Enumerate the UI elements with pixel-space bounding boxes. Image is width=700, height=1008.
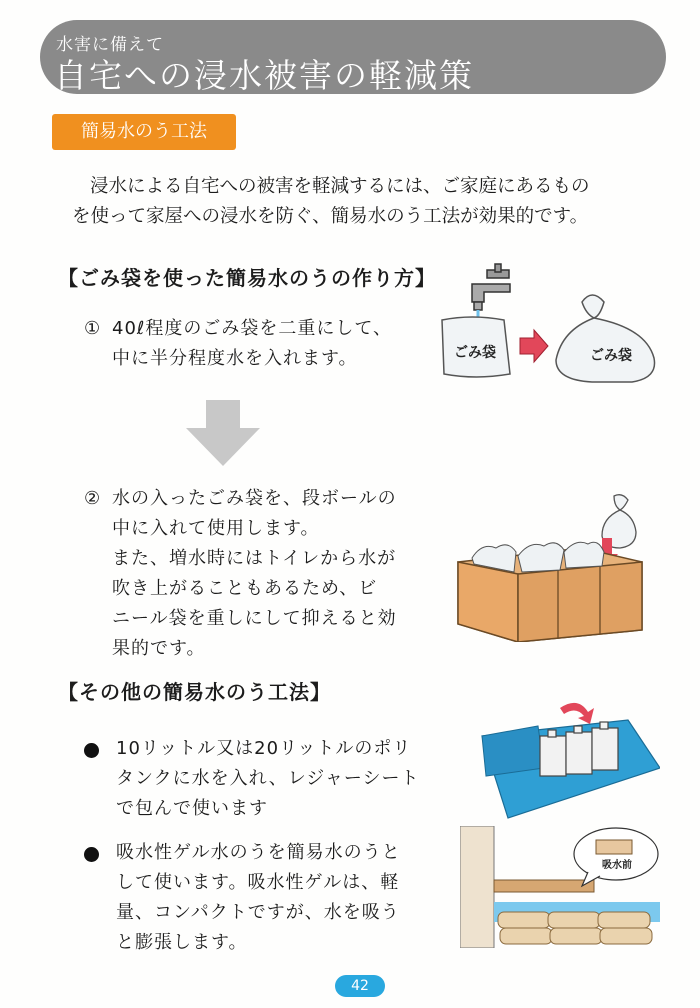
step-line: また、増水時にはトイレから水が (112, 548, 397, 569)
step-line: 水の入ったごみ袋を、段ボールの (112, 488, 397, 509)
poly-tank-icon (540, 722, 618, 776)
bullet-item-gel-bag (84, 838, 444, 958)
bullet-line: で包んで使います (116, 798, 268, 819)
step-line: 吹き上がることもあるため、ビ (112, 578, 378, 599)
page-title: 自宅への浸水被害の軽減策 (54, 56, 474, 95)
bullet-line: タンクに水を入れ、レジャーシート (116, 768, 420, 789)
bag-label-2: ごみ袋 (590, 348, 632, 364)
faucet-icon (472, 264, 510, 324)
bullet-icon (84, 847, 99, 862)
bullet-line: 10リットル又は20リットルのポリ (116, 738, 412, 759)
section-tag: 簡易水のう工法 (52, 114, 236, 150)
step-line: 40ℓ程度のごみ袋を二重にして、 (112, 318, 392, 339)
down-arrow-icon (186, 400, 260, 466)
gel-label: 吸水前 (602, 860, 632, 871)
gel-sandbag-illustration (460, 826, 660, 948)
intro-line: を使って家屋への浸水を防ぐ、簡易水のう工法が効果的です。 (72, 206, 589, 227)
page-number-badge: 42 (335, 975, 385, 997)
step-line: 中に入れて使用します。 (112, 518, 320, 539)
section-heading-other-methods: 【その他の簡易水のう工法】 (58, 680, 331, 704)
bullet-line: して使います。吸水性ゲルは、軽 (116, 872, 400, 893)
step-line: ニール袋を重しにして抑えると効 (112, 608, 397, 629)
cardboard-boxes-illustration (452, 492, 648, 642)
step-2 (84, 484, 429, 664)
bullet-line: と膨張します。 (116, 932, 248, 953)
bag-label-1: ごみ袋 (454, 345, 496, 361)
poly-tank-illustration (478, 696, 660, 824)
step-number: ① (84, 318, 102, 339)
bag-filling-illustration (432, 262, 662, 392)
bullet-item-poly-tank (84, 734, 444, 824)
step-number: ② (84, 488, 102, 509)
step-1 (84, 314, 444, 374)
red-arrow-curved-icon (560, 703, 594, 724)
intro-line: 浸水による自宅への被害を軽減するには、ご家庭にあるもの (90, 176, 590, 197)
step-line: 中に半分程度水を入れます。 (112, 348, 358, 369)
intro-paragraph (72, 172, 672, 232)
header-subtitle: 水害に備えて (56, 35, 164, 55)
red-arrow-icon (520, 330, 548, 362)
gel-bag-callout (574, 828, 658, 886)
step-line: 果的です。 (112, 638, 206, 659)
bullet-line: 吸水性ゲル水のうを簡易水のうと (116, 842, 401, 863)
garbage-bag-tied (556, 295, 655, 382)
bullet-line: 量、コンパクトですが、水を吸う (116, 902, 400, 923)
bullet-icon (84, 743, 99, 758)
section-heading-garbage-bag: 【ごみ袋を使った簡易水のうの作り方】 (58, 266, 436, 290)
